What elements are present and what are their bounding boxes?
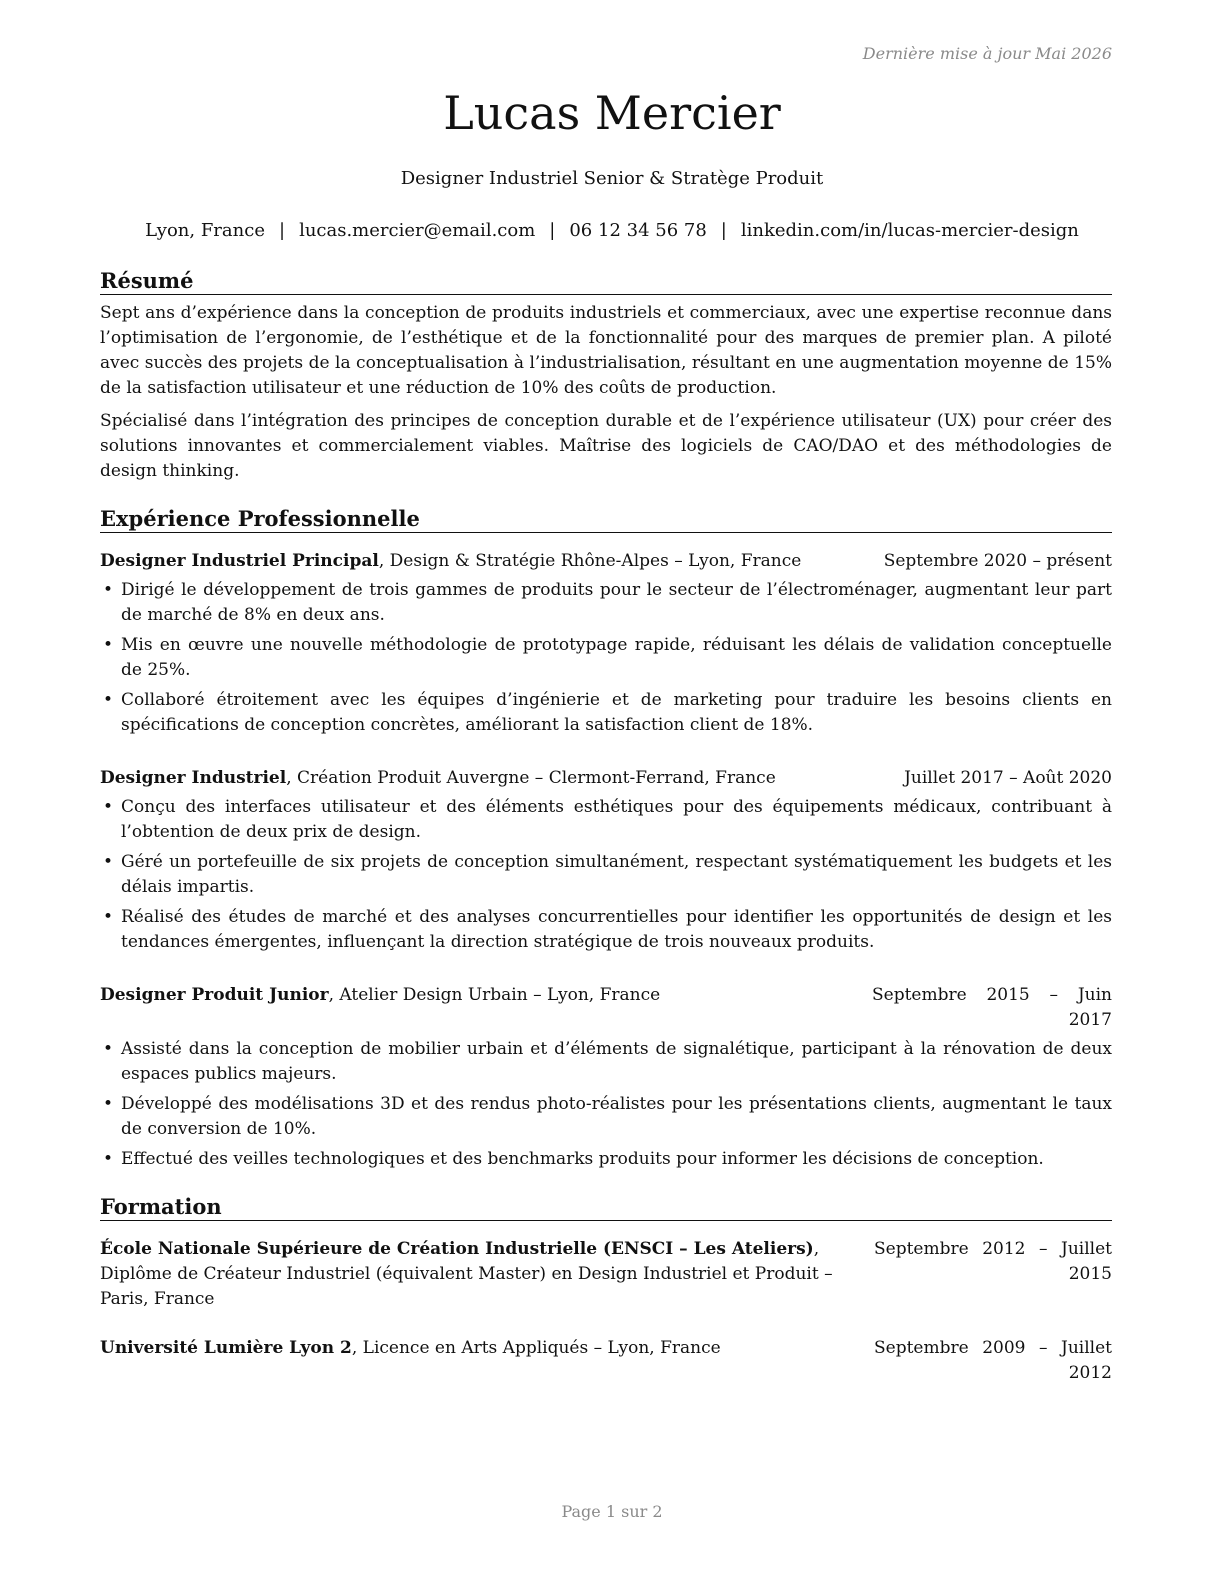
job-dates: Juillet 2017 – Août 2020 [904,768,1112,788]
summary-paragraph: Sept ans d’expérience dans la conception de produits industriels et commerciaux, avec une expertise reconnue dans l’optimisation de l’ergonomie, de l’esthétique et de la fonctionnalité pour des marques de premier plan. A piloté avec succès des projets de la conceptualisation à l’industrialisation, résultant en une augmentation moyenne de 15% de la satisfaction utilisateur et une réduction de 10% des coûts de production. [100,303,1112,398]
resume-content [100,268,1112,1386]
contact-location: Lyon, France [145,220,265,241]
job-dates: Septembre 2020 – présent [883,551,1112,571]
contact-separator: | [549,220,556,241]
summary-section [100,268,1112,484]
job-bullet: • Collaboré étroitement avec les équipes d’ingénierie et de marketing pour traduire les besoins clients en spécifications de conception concrètes, améliorant la satisfaction client de 18%. [100,688,1112,738]
job-bullet: • Conçu des interfaces utilisateur et des éléments esthétiques pour des équipements médicaux, contribuant à l’obtention de deux prix de design. [100,795,1112,845]
contact-separator: | [278,220,286,241]
job-bullet: • Assisté dans la conception de mobilier urbain et d’éléments de signalétique, participant à la rénovation de deux espaces publics majeurs. [100,1037,1112,1087]
education-school: École Nationale Supérieure de Création Industrielle (ENSCI – Les Ateliers) [100,1239,814,1259]
contact-separator: | [720,220,727,241]
job-bullet: • Effectué des veilles technologiques et des benchmarks produits pour informer les décisions de conception. [100,1147,1112,1172]
job-bullet: • Géré un portefeuille de six projets de conception simultanément, respectant systématiquement les budgets et les délais impartis. [100,850,1112,900]
job-bullets [100,1037,1112,1172]
job-dates: Septembre 2015 – Juin 2017 [872,985,1112,1030]
section-title-experience: Expérience Professionnelle [100,506,1112,533]
education-entry [100,1237,1112,1312]
contact-linkedin[interactable]: linkedin.com/in/lucas-mercier-design [740,220,1079,241]
contact-email[interactable]: lucas.mercier@email.com [299,220,536,241]
job-bullet: • Réalisé des études de marché et des analyses concurrentielles pour identifier les opportunités de design et les tendances émergentes, influençant la direction stratégique de trois nouveaux produits. [100,905,1112,955]
section-title-summary: Résumé [100,268,1112,295]
job-bullets [100,578,1112,738]
job-bullet: • Dirigé le développement de trois gammes de produits pour le secteur de l’électroménager, augmentant leur part de marché de 8% en deux ans. [100,578,1112,628]
job-bullets [100,795,1112,955]
contact-line [0,220,1224,241]
education-header [100,1237,1112,1312]
job-entry [100,766,1112,955]
job-bullet: • Développé des modélisations 3D et des rendus photo-réalistes pour les présentations clients, augmentant le taux de conversion de 10%. [100,1092,1112,1142]
education-degree: , Licence en Arts Appliqués – Lyon, France [351,1338,721,1358]
section-title-education: Formation [100,1194,1112,1221]
education-header [100,1336,1112,1386]
job-entry [100,983,1112,1172]
contact-phone[interactable]: 06 12 34 56 78 [569,220,707,241]
experience-section [100,506,1112,1172]
candidate-name: Lucas Mercier [443,86,781,140]
education-dates: Septembre 2009 – Juillet 2012 [874,1338,1112,1383]
job-bullet: • Mis en œuvre une nouvelle méthodologie de prototypage rapide, réduisant les délais de validation conceptuelle de 25%. [100,633,1112,683]
job-header [100,983,1112,1033]
job-company: , Création Produit Auvergne – Clermont-Ferrand, France [286,768,776,788]
page-number: Page 1 sur 2 [561,1502,663,1521]
job-company: , Atelier Design Urbain – Lyon, France [328,985,661,1005]
job-role: Designer Industriel Principal [100,551,379,571]
job-header [100,766,1112,791]
education-school: Université Lumière Lyon 2 [100,1338,352,1358]
job-role: Designer Produit Junior [100,985,329,1005]
job-header [100,549,1112,574]
education-section [100,1194,1112,1386]
candidate-title: Designer Industriel Senior & Stratège Produit [400,168,824,189]
job-company: , Design & Stratégie Rhône-Alpes – Lyon, France [378,551,802,571]
job-entry [100,549,1112,738]
last-updated: Dernière mise à jour Mai 2026 [862,44,1112,63]
education-entry [100,1336,1112,1386]
summary-paragraph: Spécialisé dans l’intégration des principes de conception durable et de l’expérience utilisateur (UX) pour créer des solutions innovantes et commercialement viables. Maîtrise des logiciels de CAO/DAO et des méthodologies de design thinking. [100,411,1112,481]
education-degree: , Diplôme de Créateur Industriel (équivalent Master) en Design Industriel et Produit – Paris, France [100,1239,833,1309]
education-dates: Septembre 2012 – Juillet 2015 [874,1239,1112,1284]
job-role: Designer Industriel [100,768,287,788]
